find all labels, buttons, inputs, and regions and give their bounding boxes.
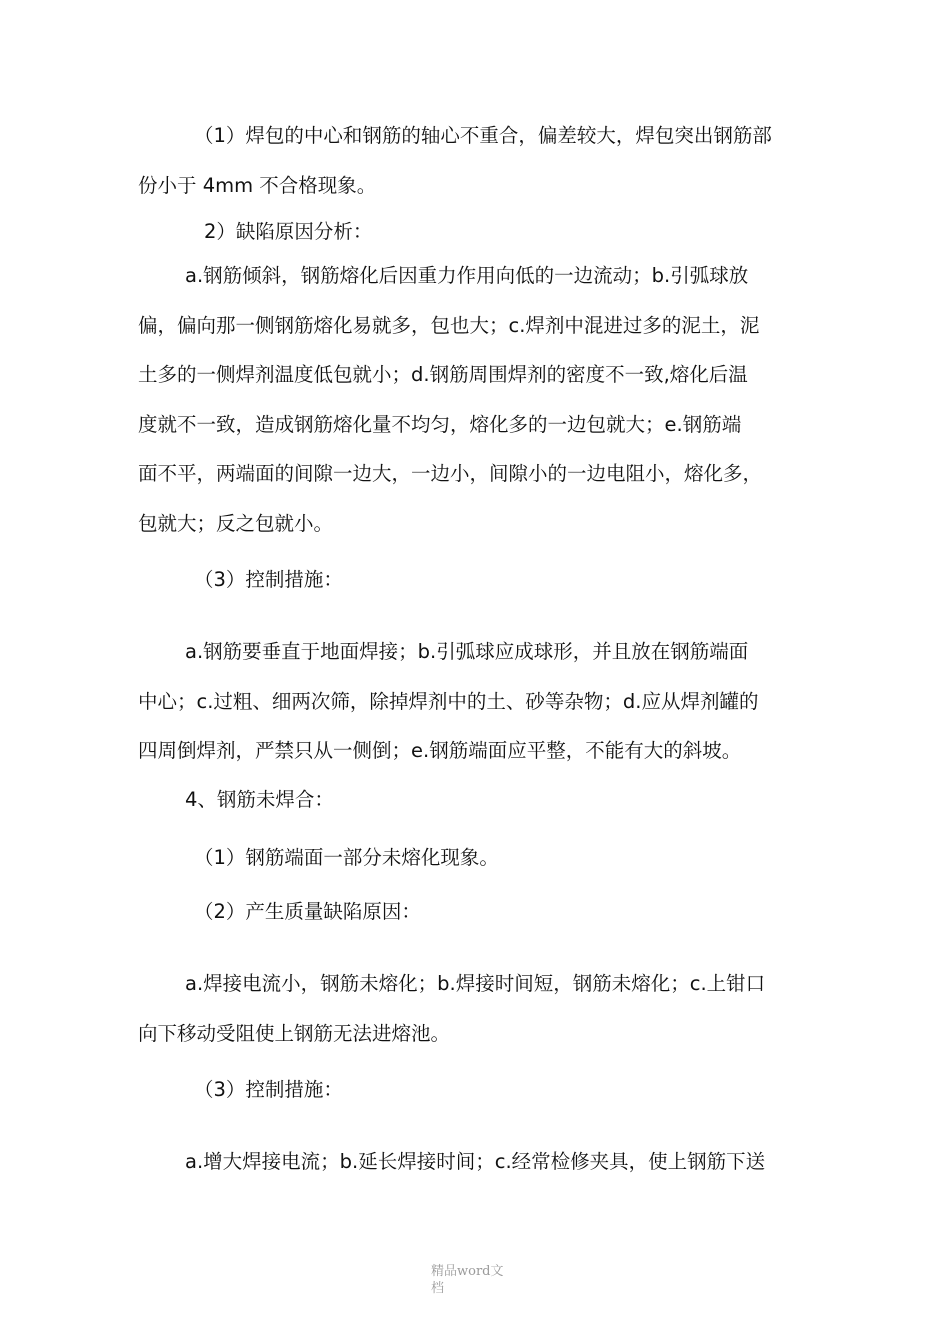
heading-rebar-not-fused: [138, 775, 814, 825]
heading-defect-cause-analysis: [138, 207, 814, 257]
text-line: （2）产生质量缺陷原因：: [194, 900, 421, 923]
text-line: 份小于 4mm 不合格现象。: [138, 173, 377, 197]
heading-quality-defect-causes: [138, 887, 814, 937]
text-line: a.钢筋要垂直于地面焊接；b.引弧球应成球形，并且放在钢筋端面: [185, 640, 749, 663]
text-line: 包就大；反之包就小。: [138, 511, 334, 535]
text-line: a.增大焊接电流；b.延长焊接时间；c.经常检修夹具，使上钢筋下送: [185, 1150, 766, 1173]
text-line: a.钢筋倾斜，钢筋熔化后因重力作用向低的一边流动；b.引弧球放: [185, 264, 749, 287]
paragraph-defect-causes: [138, 251, 814, 548]
paragraph-control-measures-2: [138, 1137, 814, 1187]
text-line: 4、钢筋未焊合：: [185, 788, 334, 811]
paragraph-weld-bulge-phenomenon: [138, 111, 814, 210]
text-line: （3）控制措施：: [194, 568, 343, 591]
text-line: a.焊接电流小，钢筋未熔化；b.焊接时间短，钢筋未熔化；c.上钳口: [185, 972, 766, 995]
footer-line: 档: [431, 1281, 445, 1296]
heading-control-measures-1: [138, 555, 814, 605]
paragraph-not-fused-phenomenon: [138, 833, 814, 883]
heading-control-measures-2: [138, 1065, 814, 1115]
text-line: （1）焊包的中心和钢筋的轴心不重合，偏差较大，焊包突出钢筋部: [194, 124, 772, 147]
text-line: （3）控制措施：: [194, 1078, 343, 1101]
text-line: 偏，偏向那一侧钢筋熔化易就多，包也大；c.焊剂中混进过多的泥土，泥: [138, 313, 760, 337]
text-line: 2）缺陷原因分析：: [204, 220, 373, 243]
text-line: 度就不一致，造成钢筋熔化量不均匀，熔化多的一边包就大；e.钢筋端: [138, 412, 742, 436]
page-footer: [431, 1263, 521, 1297]
text-line: 四周倒焊剂，严禁只从一侧倒；e.钢筋端面应平整，不能有大的斜坡。: [138, 739, 742, 762]
text-line: 中心；c.过粗、细两次筛，除掉焊剂中的土、砂等杂物；d.应从焊剂罐的: [138, 689, 759, 713]
text-line: 土多的一侧焊剂温度低包就小；d.钢筋周围焊剂的密度不一致,熔化后温: [138, 363, 748, 386]
text-line: （1）钢筋端面一部分未熔化现象。: [194, 846, 499, 869]
paragraph-control-measures-1: [138, 627, 814, 776]
text-line: 向下移动受阻使上钢筋无法进熔池。: [138, 1021, 451, 1045]
text-line: 面不平，两端面的间隙一边大，一边小，间隙小的一边电阻小，熔化多，: [138, 462, 763, 485]
footer-line: 精品word文: [431, 1264, 504, 1279]
paragraph-not-fused-causes: [138, 959, 814, 1058]
